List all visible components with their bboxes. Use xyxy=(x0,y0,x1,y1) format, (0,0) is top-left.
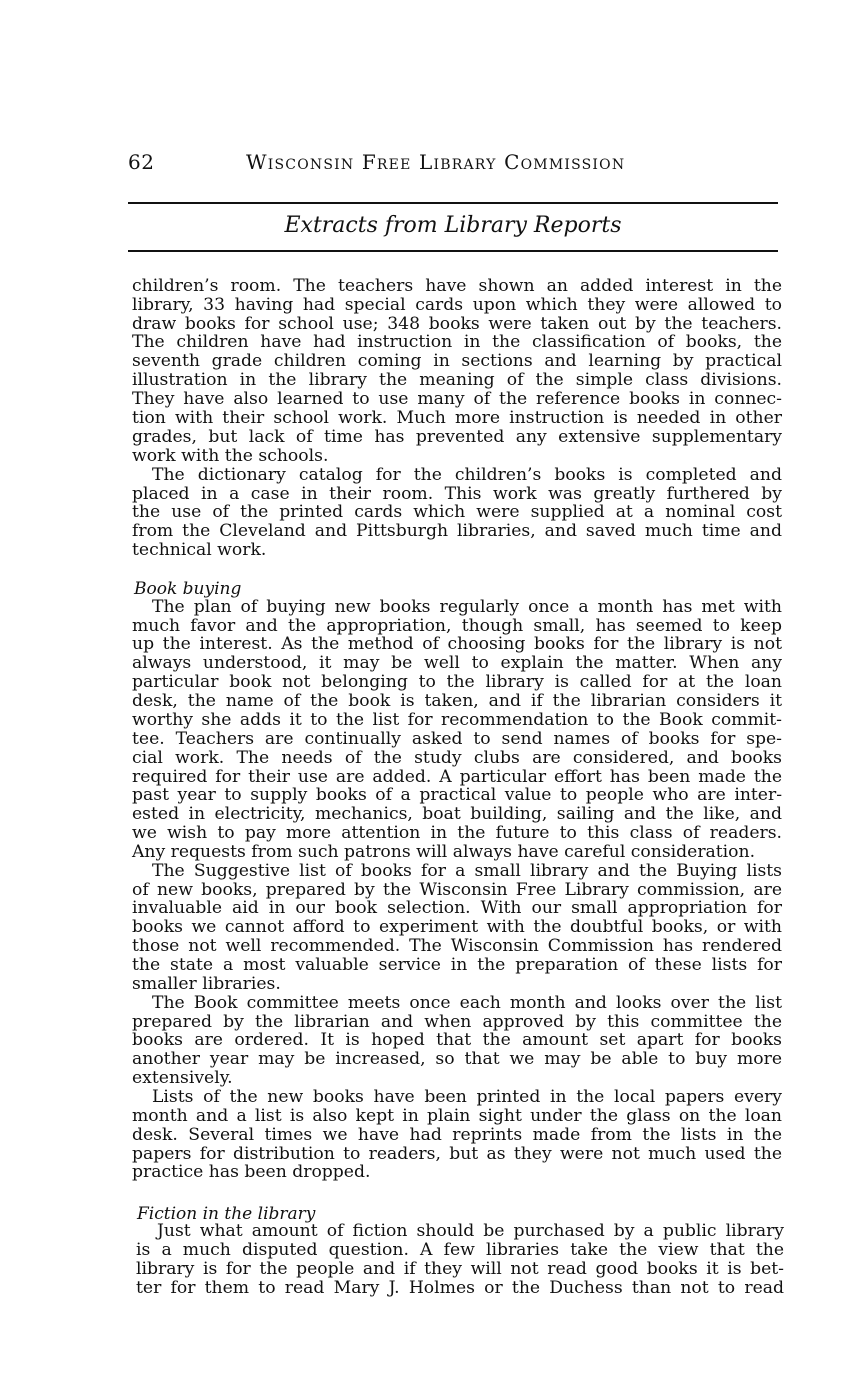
text-line: library, 33 having had special cards upon which they were allowed to xyxy=(132,295,782,315)
running-head xyxy=(128,150,780,180)
text-line: placed in a case in their room. This work was greatly furthered by xyxy=(132,484,782,504)
text-line: desk, the name of the book is taken, and if the librarian considers it xyxy=(132,691,782,711)
text-line: The Book committee meets once each month and looks over the list xyxy=(152,993,782,1013)
text-line: The children have had instruction in the classification of books, the xyxy=(132,332,782,352)
page-number: 62 xyxy=(128,150,155,174)
text-line: grades, but lack of time has prevented any extensive supplementary xyxy=(132,427,782,447)
text-line: technical work. xyxy=(132,540,267,560)
text-line: seventh grade children coming in sections and learning by practical xyxy=(132,351,782,371)
text-line: cial work. The needs of the study clubs are considered, and books xyxy=(132,748,782,768)
text-line: tion with their school work. Much more instruction is needed in other xyxy=(132,408,782,428)
text-line: another year may be increased, so that we may be able to buy more xyxy=(132,1049,782,1069)
text-line: particular book not belonging to the library is called for at the loan xyxy=(132,672,782,692)
text-line: children’s room. The teachers have shown an added interest in the xyxy=(132,276,782,296)
text-line: smaller libraries. xyxy=(132,974,281,994)
text-line: papers for distribution to readers, but as they were not much used the xyxy=(132,1144,782,1164)
text-line: practice has been dropped. xyxy=(132,1162,371,1182)
text-line: Lists of the new books have been printed in the local papers every xyxy=(152,1087,782,1107)
text-line: of new books, prepared by the Wisconsin Free Library commission, are xyxy=(132,880,782,900)
text-line: worthy she adds it to the list for recommendation to the Book commit- xyxy=(132,710,782,730)
text-line: much favor and the appropriation, though small, has seemed to keep xyxy=(132,616,782,636)
text-line: extensively. xyxy=(132,1068,233,1088)
header-rule-bottom xyxy=(128,250,778,252)
text-line: draw books for school use; 348 books were taken out by the teachers. xyxy=(132,314,782,334)
text-line: The plan of buying new books regularly once a month has met with xyxy=(152,597,782,617)
text-line: from the Cleveland and Pittsburgh libraries, and saved much time and xyxy=(132,521,782,541)
text-line: The Suggestive list of books for a small library and the Buying lists xyxy=(152,861,782,881)
text-line: month and a list is also kept in plain sight under the glass on the loan xyxy=(132,1106,782,1126)
text-line: ter for them to read Mary J. Holmes or the Duchess than not to read xyxy=(136,1278,784,1298)
text-line: The dictionary catalog for the children’s books is completed and xyxy=(152,465,782,485)
text-line: ested in electricity, mechanics, boat building, sailing and the like, and xyxy=(132,804,782,824)
text-line: always understood, it may be well to explain the matter. When any xyxy=(132,653,782,673)
text-line: work with the schools. xyxy=(132,446,329,466)
text-line: those not well recommended. The Wisconsin Commission has rendered xyxy=(132,936,782,956)
text-line: past year to supply books of a practical value to people who are inter- xyxy=(132,785,782,805)
text-line: books we cannot afford to experiment with the doubtful books, or with xyxy=(132,917,782,937)
text-line: Any requests from such patrons will always have careful consideration. xyxy=(132,842,756,862)
section-heading: Extracts from Library Reports xyxy=(284,213,622,238)
text-line: the use of the printed cards which were supplied at a nominal cost xyxy=(132,502,782,522)
text-line: Just what amount of fiction should be purchased by a public library xyxy=(157,1221,784,1241)
header-rule-top xyxy=(128,202,778,204)
text-line: invaluable aid in our book selection. With our small appropriation for xyxy=(132,898,782,918)
subheading-book-buying: Book buying xyxy=(134,579,242,599)
text-line: is a much disputed question. A few libraries take the view that the xyxy=(136,1240,784,1260)
text-line: the state a most valuable service in the preparation of these lists for xyxy=(132,955,782,975)
text-line: prepared by the librarian and when approved by this committee the xyxy=(132,1012,782,1032)
text-line: desk. Several times we have had reprints made from the lists in the xyxy=(132,1125,782,1145)
text-line: They have also learned to use many of the reference books in connec- xyxy=(132,389,782,409)
text-line: up the interest. As the method of choosing books for the library is not xyxy=(132,634,782,654)
text-line: library is for the people and if they will not read good books it is bet- xyxy=(136,1259,784,1279)
journal-title: Wisconsin Free Library Commission xyxy=(246,150,626,174)
text-line: illustration in the library the meaning of the simple class divisions. xyxy=(132,370,782,390)
text-line: we wish to pay more attention in the future to this class of readers. xyxy=(132,823,782,843)
text-line: tee. Teachers are continually asked to send names of books for spe- xyxy=(132,729,782,749)
text-line: required for their use are added. A particular effort has been made the xyxy=(132,767,782,787)
subheading-fiction: Fiction in the library xyxy=(137,1204,316,1224)
text-line: books are ordered. It is hoped that the amount set apart for books xyxy=(132,1030,782,1050)
